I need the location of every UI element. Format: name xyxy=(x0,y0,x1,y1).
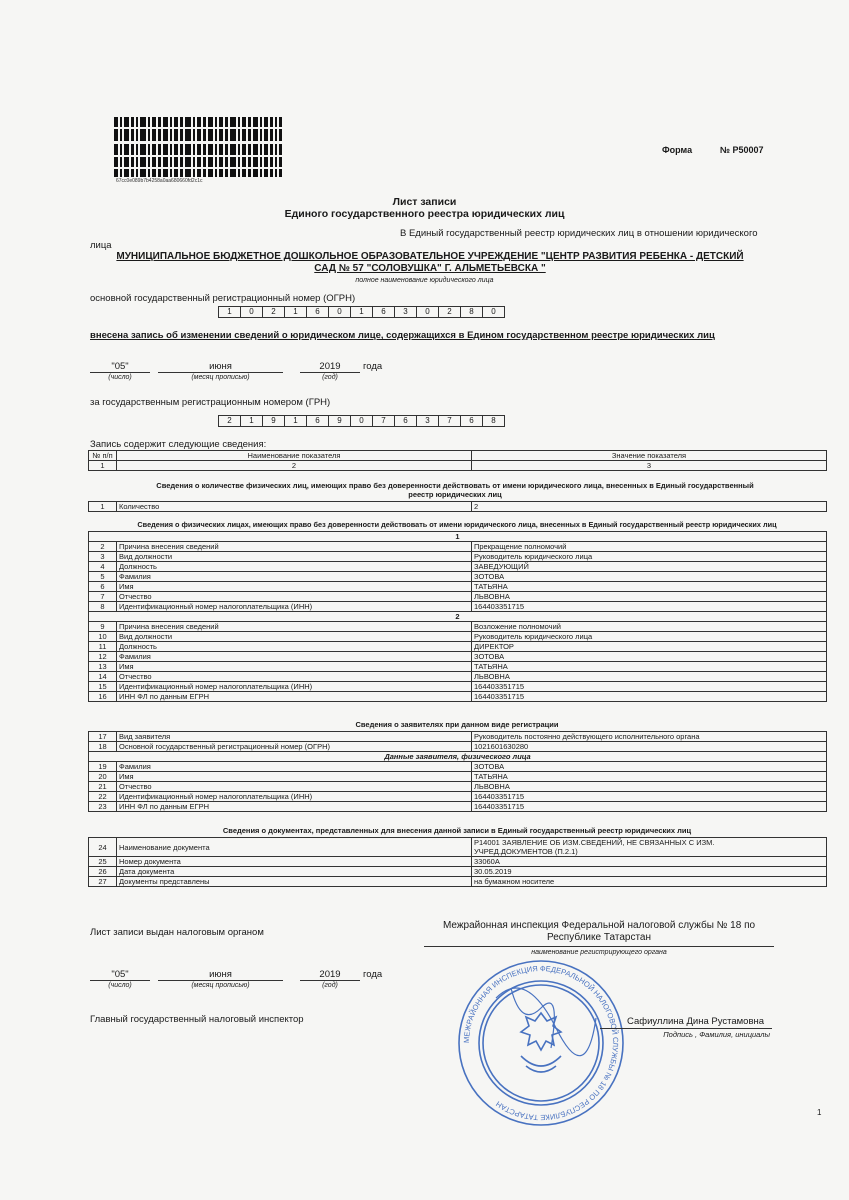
ogrn-label: основной государственный регистрационный номер (ОГРН) xyxy=(90,293,356,304)
date-year-caption: (год) xyxy=(322,374,338,381)
row-value: ЗОТОВА xyxy=(472,572,827,582)
row-name: Количество xyxy=(117,502,472,512)
row-name: Причина внесения сведений xyxy=(117,622,472,632)
grn-digit: 7 xyxy=(372,415,395,427)
row-value xyxy=(472,838,827,857)
table-row xyxy=(89,752,827,762)
row-num: 18 xyxy=(89,742,117,752)
grn-digit: 9 xyxy=(328,415,351,427)
table-row xyxy=(89,532,827,542)
row-num: 6 xyxy=(89,582,117,592)
ogrn-digit: 1 xyxy=(218,306,241,318)
row-num: 25 xyxy=(89,857,117,867)
date-year-caption: (год) xyxy=(322,982,338,989)
row-num: 11 xyxy=(89,642,117,652)
head-col-name: Наименование показателя xyxy=(117,451,472,461)
row-name: Имя xyxy=(117,772,472,782)
authority-caption: наименование регистрирующего органа xyxy=(531,949,667,956)
row-name: Должность xyxy=(117,562,472,572)
grn-digit: 1 xyxy=(240,415,263,427)
grn-digit: 9 xyxy=(262,415,285,427)
table-row xyxy=(89,622,827,632)
table-row xyxy=(89,838,827,857)
table-row xyxy=(89,672,827,682)
section3-subtitle: Данные заявителя, физического лица xyxy=(89,752,827,762)
head-num-1: 1 xyxy=(89,461,117,471)
ogrn-digit: 2 xyxy=(262,306,285,318)
signer-caption: Подпись , Фамилия, инициалы xyxy=(663,1030,770,1039)
row-num: 7 xyxy=(89,592,117,602)
row-value: Руководитель юридического лица xyxy=(472,552,827,562)
section2-title: Сведения о физических лицах, имеющих право без доверенности действовать от имени юридического лица, внесенных в Единый государственный реестр юридических лиц xyxy=(137,520,777,529)
ogrn-digit: 3 xyxy=(394,306,417,318)
ogrn-digit: 0 xyxy=(328,306,351,318)
row-value: ДИРЕКТОР xyxy=(472,642,827,652)
section3-title: Сведения о заявителях при данном виде регистрации xyxy=(355,720,559,729)
row-value: 164403351715 xyxy=(472,802,827,812)
row-name: Дата документа xyxy=(117,867,472,877)
table-row xyxy=(89,772,827,782)
row-value: ЛЬВОВНА xyxy=(472,672,827,682)
table-row xyxy=(89,502,827,512)
issued-label: Лист записи выдан налоговым органом xyxy=(90,927,264,938)
organization-name xyxy=(95,251,765,275)
grn-digits xyxy=(218,415,504,427)
section3-table xyxy=(88,731,827,812)
grn-label: за государственным регистрационным номером (ГРН) xyxy=(90,397,331,408)
grn-digit: 3 xyxy=(416,415,439,427)
table-row xyxy=(89,582,827,592)
ogrn-digit: 2 xyxy=(438,306,461,318)
grn-digit: 7 xyxy=(438,415,461,427)
intro-lica: лица xyxy=(90,240,112,251)
section2-table xyxy=(88,531,827,702)
authority-line1: Межрайонная инспекция Федеральной налоговой службы № 18 по xyxy=(442,920,756,931)
row-value: 2 xyxy=(472,502,827,512)
date-month-caption: (месяц прописью) xyxy=(191,982,250,989)
stamp-text: МЕЖРАЙОННАЯ ИНСПЕКЦИЯ ФЕДЕРАЛЬНОЙ НАЛОГОВОЙ СЛУЖБЫ № 18 ПО РЕСПУБЛИКЕ ТАТАРСТАН xyxy=(461,963,621,1123)
row-value: ТАТЬЯНА xyxy=(472,772,827,782)
grn-digit: 6 xyxy=(394,415,417,427)
ogrn-digit: 0 xyxy=(482,306,505,318)
table-row xyxy=(89,802,827,812)
row-name: Документы представлены xyxy=(117,877,472,887)
barcode-id: 67cc0e089b7b4258a0aa680660fd2c1c xyxy=(116,178,203,184)
row-num: 4 xyxy=(89,562,117,572)
group-label: 1 xyxy=(89,532,827,542)
row-num: 12 xyxy=(89,652,117,662)
svg-text:МЕЖРАЙОННАЯ ИНСПЕКЦИЯ ФЕДЕРАЛЬ xyxy=(462,964,620,1122)
org-name-line2: САД № 57 "СОЛОВУШКА" Г. АЛЬМЕТЬЕВСКА " xyxy=(314,263,546,274)
doc-value-line2: УЧРЕД.ДОКУМЕНТОВ (П.2.1) xyxy=(474,847,578,856)
grn-digit: 2 xyxy=(218,415,241,427)
table-row xyxy=(89,552,827,562)
form-number: № Р50007 xyxy=(720,145,764,155)
row-num: 26 xyxy=(89,867,117,877)
section4-title: Сведения о документах, представленных для внесения данной записи в Единый государственный реестр юридических лиц xyxy=(222,826,692,835)
table-row xyxy=(89,742,827,752)
head-num-2: 2 xyxy=(117,461,472,471)
official-stamp xyxy=(456,958,626,1128)
row-num: 16 xyxy=(89,692,117,702)
row-value: 164403351715 xyxy=(472,682,827,692)
ogrn-digits xyxy=(218,306,504,318)
row-value: ТАТЬЯНА xyxy=(472,662,827,672)
table-row xyxy=(89,451,827,461)
doc-subtitle: Единого государственного реестра юридических лиц xyxy=(284,208,565,220)
signature-line xyxy=(600,1028,772,1029)
row-name: Отчество xyxy=(117,782,472,792)
row-name: Вид должности xyxy=(117,552,472,562)
row-name: Отчество xyxy=(117,672,472,682)
row-name: Имя xyxy=(117,582,472,592)
org-caption: полное наименование юридического лица xyxy=(355,277,494,284)
registering-authority xyxy=(424,920,774,947)
date-day: "05" xyxy=(90,969,150,981)
section1-table xyxy=(88,501,827,512)
row-value: ТАТЬЯНА xyxy=(472,582,827,592)
row-num: 1 xyxy=(89,502,117,512)
table-row xyxy=(89,792,827,802)
date-suffix: года xyxy=(363,969,383,980)
row-value: 164403351715 xyxy=(472,602,827,612)
form-label: Форма xyxy=(662,145,693,155)
grn-digit: 6 xyxy=(460,415,483,427)
table-row xyxy=(89,642,827,652)
table-row xyxy=(89,632,827,642)
row-name: Основной государственный регистрационный номер (ОГРН) xyxy=(117,742,472,752)
row-num: 22 xyxy=(89,792,117,802)
date-day-caption: (число) xyxy=(108,374,132,381)
table-row xyxy=(89,652,827,662)
row-name: Наименование документа xyxy=(117,838,472,857)
head-num-3: 3 xyxy=(472,461,827,471)
head-table xyxy=(88,450,827,471)
table-row xyxy=(89,592,827,602)
row-num: 20 xyxy=(89,772,117,782)
row-num: 15 xyxy=(89,682,117,692)
row-name: Идентификационный номер налогоплательщика (ИНН) xyxy=(117,682,472,692)
row-value: Прекращение полномочий xyxy=(472,542,827,552)
row-num: 5 xyxy=(89,572,117,582)
table-row xyxy=(89,682,827,692)
date-month-caption: (месяц прописью) xyxy=(191,374,250,381)
head-col-value: Значение показателя xyxy=(472,451,827,461)
row-num: 17 xyxy=(89,732,117,742)
ogrn-digit: 1 xyxy=(350,306,373,318)
row-name: Номер документа xyxy=(117,857,472,867)
row-value: 30.05.2019 xyxy=(472,867,827,877)
ogrn-digit: 6 xyxy=(372,306,395,318)
row-value: Возложение полномочий xyxy=(472,622,827,632)
ogrn-digit: 1 xyxy=(284,306,307,318)
ogrn-digit: 0 xyxy=(240,306,263,318)
row-name: Фамилия xyxy=(117,572,472,582)
row-num: 23 xyxy=(89,802,117,812)
row-num: 27 xyxy=(89,877,117,887)
group-label: 2 xyxy=(89,612,827,622)
grn-digit: 8 xyxy=(482,415,505,427)
row-value: ЗОТОВА xyxy=(472,652,827,662)
row-value: Руководитель юридического лица xyxy=(472,632,827,642)
row-name: Имя xyxy=(117,662,472,672)
row-value: ЗАВЕДУЮЩИЙ xyxy=(472,562,827,572)
row-name: Должность xyxy=(117,642,472,652)
row-name: ИНН ФЛ по данным ЕГРН xyxy=(117,802,472,812)
date-day-caption: (число) xyxy=(108,982,132,989)
row-value: ЛЬВОВНА xyxy=(472,592,827,602)
row-value: ЛЬВОВНА xyxy=(472,782,827,792)
row-name: Фамилия xyxy=(117,652,472,662)
row-num: 10 xyxy=(89,632,117,642)
row-name: Вид должности xyxy=(117,632,472,642)
contains-label: Запись содержит следующие сведения: xyxy=(90,439,267,450)
row-name: Идентификационный номер налогоплательщика (ИНН) xyxy=(117,792,472,802)
inspector-title: Главный государственный налоговый инспектор xyxy=(90,1014,304,1025)
row-name: Вид заявителя xyxy=(117,732,472,742)
row-num: 13 xyxy=(89,662,117,672)
row-value: Руководитель постоянно действующего исполнительного органа xyxy=(472,732,827,742)
row-name: Причина внесения сведений xyxy=(117,542,472,552)
table-row xyxy=(89,857,827,867)
ogrn-digit: 8 xyxy=(460,306,483,318)
row-num: 19 xyxy=(89,762,117,772)
grn-digit: 0 xyxy=(350,415,373,427)
doc-value-line1: Р14001 ЗАЯВЛЕНИЕ ОБ ИЗМ.СВЕДЕНИЙ, НЕ СВЯЗАННЫХ С ИЗМ. xyxy=(474,838,715,847)
row-num: 3 xyxy=(89,552,117,562)
row-value: 33060А xyxy=(472,857,827,867)
row-name: Фамилия xyxy=(117,762,472,772)
page-number: 1 xyxy=(817,1108,822,1117)
table-row xyxy=(89,461,827,471)
intro-text: В Единый государственный реестр юридических лиц в отношении юридического xyxy=(400,228,758,239)
signer-name: Сафиуллина Дина Рустамовна xyxy=(627,1016,765,1027)
table-row xyxy=(89,762,827,772)
table-row xyxy=(89,612,827,622)
date-month: июня xyxy=(158,969,283,981)
barcode-image xyxy=(114,117,282,177)
table-row xyxy=(89,562,827,572)
date-suffix: года xyxy=(363,361,383,372)
table-row xyxy=(89,542,827,552)
grn-digit: 6 xyxy=(306,415,329,427)
date-year: 2019 xyxy=(300,361,360,373)
date-month: июня xyxy=(158,361,283,373)
table-row xyxy=(89,692,827,702)
row-num: 21 xyxy=(89,782,117,792)
doc-title: Лист записи xyxy=(392,196,457,208)
date-day: "05" xyxy=(90,361,150,373)
table-row xyxy=(89,877,827,887)
table-row xyxy=(89,572,827,582)
table-row xyxy=(89,867,827,877)
ogrn-digit: 0 xyxy=(416,306,439,318)
row-name: ИНН ФЛ по данным ЕГРН xyxy=(117,692,472,702)
section1-title: Сведения о количестве физических лиц, имеющих право без доверенности действовать от имени юридического лица, внесенных в Единый государственный реестр юридических лиц xyxy=(156,481,754,499)
record-text: внесена запись об изменении сведений о юридическом лице, содержащихся в Едином государственном реестре юридических лиц xyxy=(90,330,715,341)
date-year: 2019 xyxy=(300,969,360,981)
ogrn-digit: 6 xyxy=(306,306,329,318)
row-value: 164403351715 xyxy=(472,792,827,802)
grn-digit: 1 xyxy=(284,415,307,427)
row-num: 24 xyxy=(89,838,117,857)
table-row xyxy=(89,732,827,742)
row-name: Идентификационный номер налогоплательщика (ИНН) xyxy=(117,602,472,612)
row-value: 1021601630280 xyxy=(472,742,827,752)
row-num: 8 xyxy=(89,602,117,612)
table-row xyxy=(89,602,827,612)
authority-line2: Республике Татарстан xyxy=(547,932,651,943)
org-name-line1: МУНИЦИПАЛЬНОЕ БЮДЖЕТНОЕ ДОШКОЛЬНОЕ ОБРАЗОВАТЕЛЬНОЕ УЧРЕЖДЕНИЕ "ЦЕНТР РАЗВИТИЯ РЕБЕНКА - ДЕТСКИЙ xyxy=(116,251,744,262)
row-value: ЗОТОВА xyxy=(472,762,827,772)
table-row xyxy=(89,662,827,672)
row-num: 14 xyxy=(89,672,117,682)
row-num: 2 xyxy=(89,542,117,552)
table-row xyxy=(89,782,827,792)
row-name: Отчество xyxy=(117,592,472,602)
row-num: 9 xyxy=(89,622,117,632)
head-col-num: № п/п xyxy=(89,451,117,461)
row-value: на бумажном носителе xyxy=(472,877,827,887)
row-value: 164403351715 xyxy=(472,692,827,702)
section4-table xyxy=(88,837,827,887)
